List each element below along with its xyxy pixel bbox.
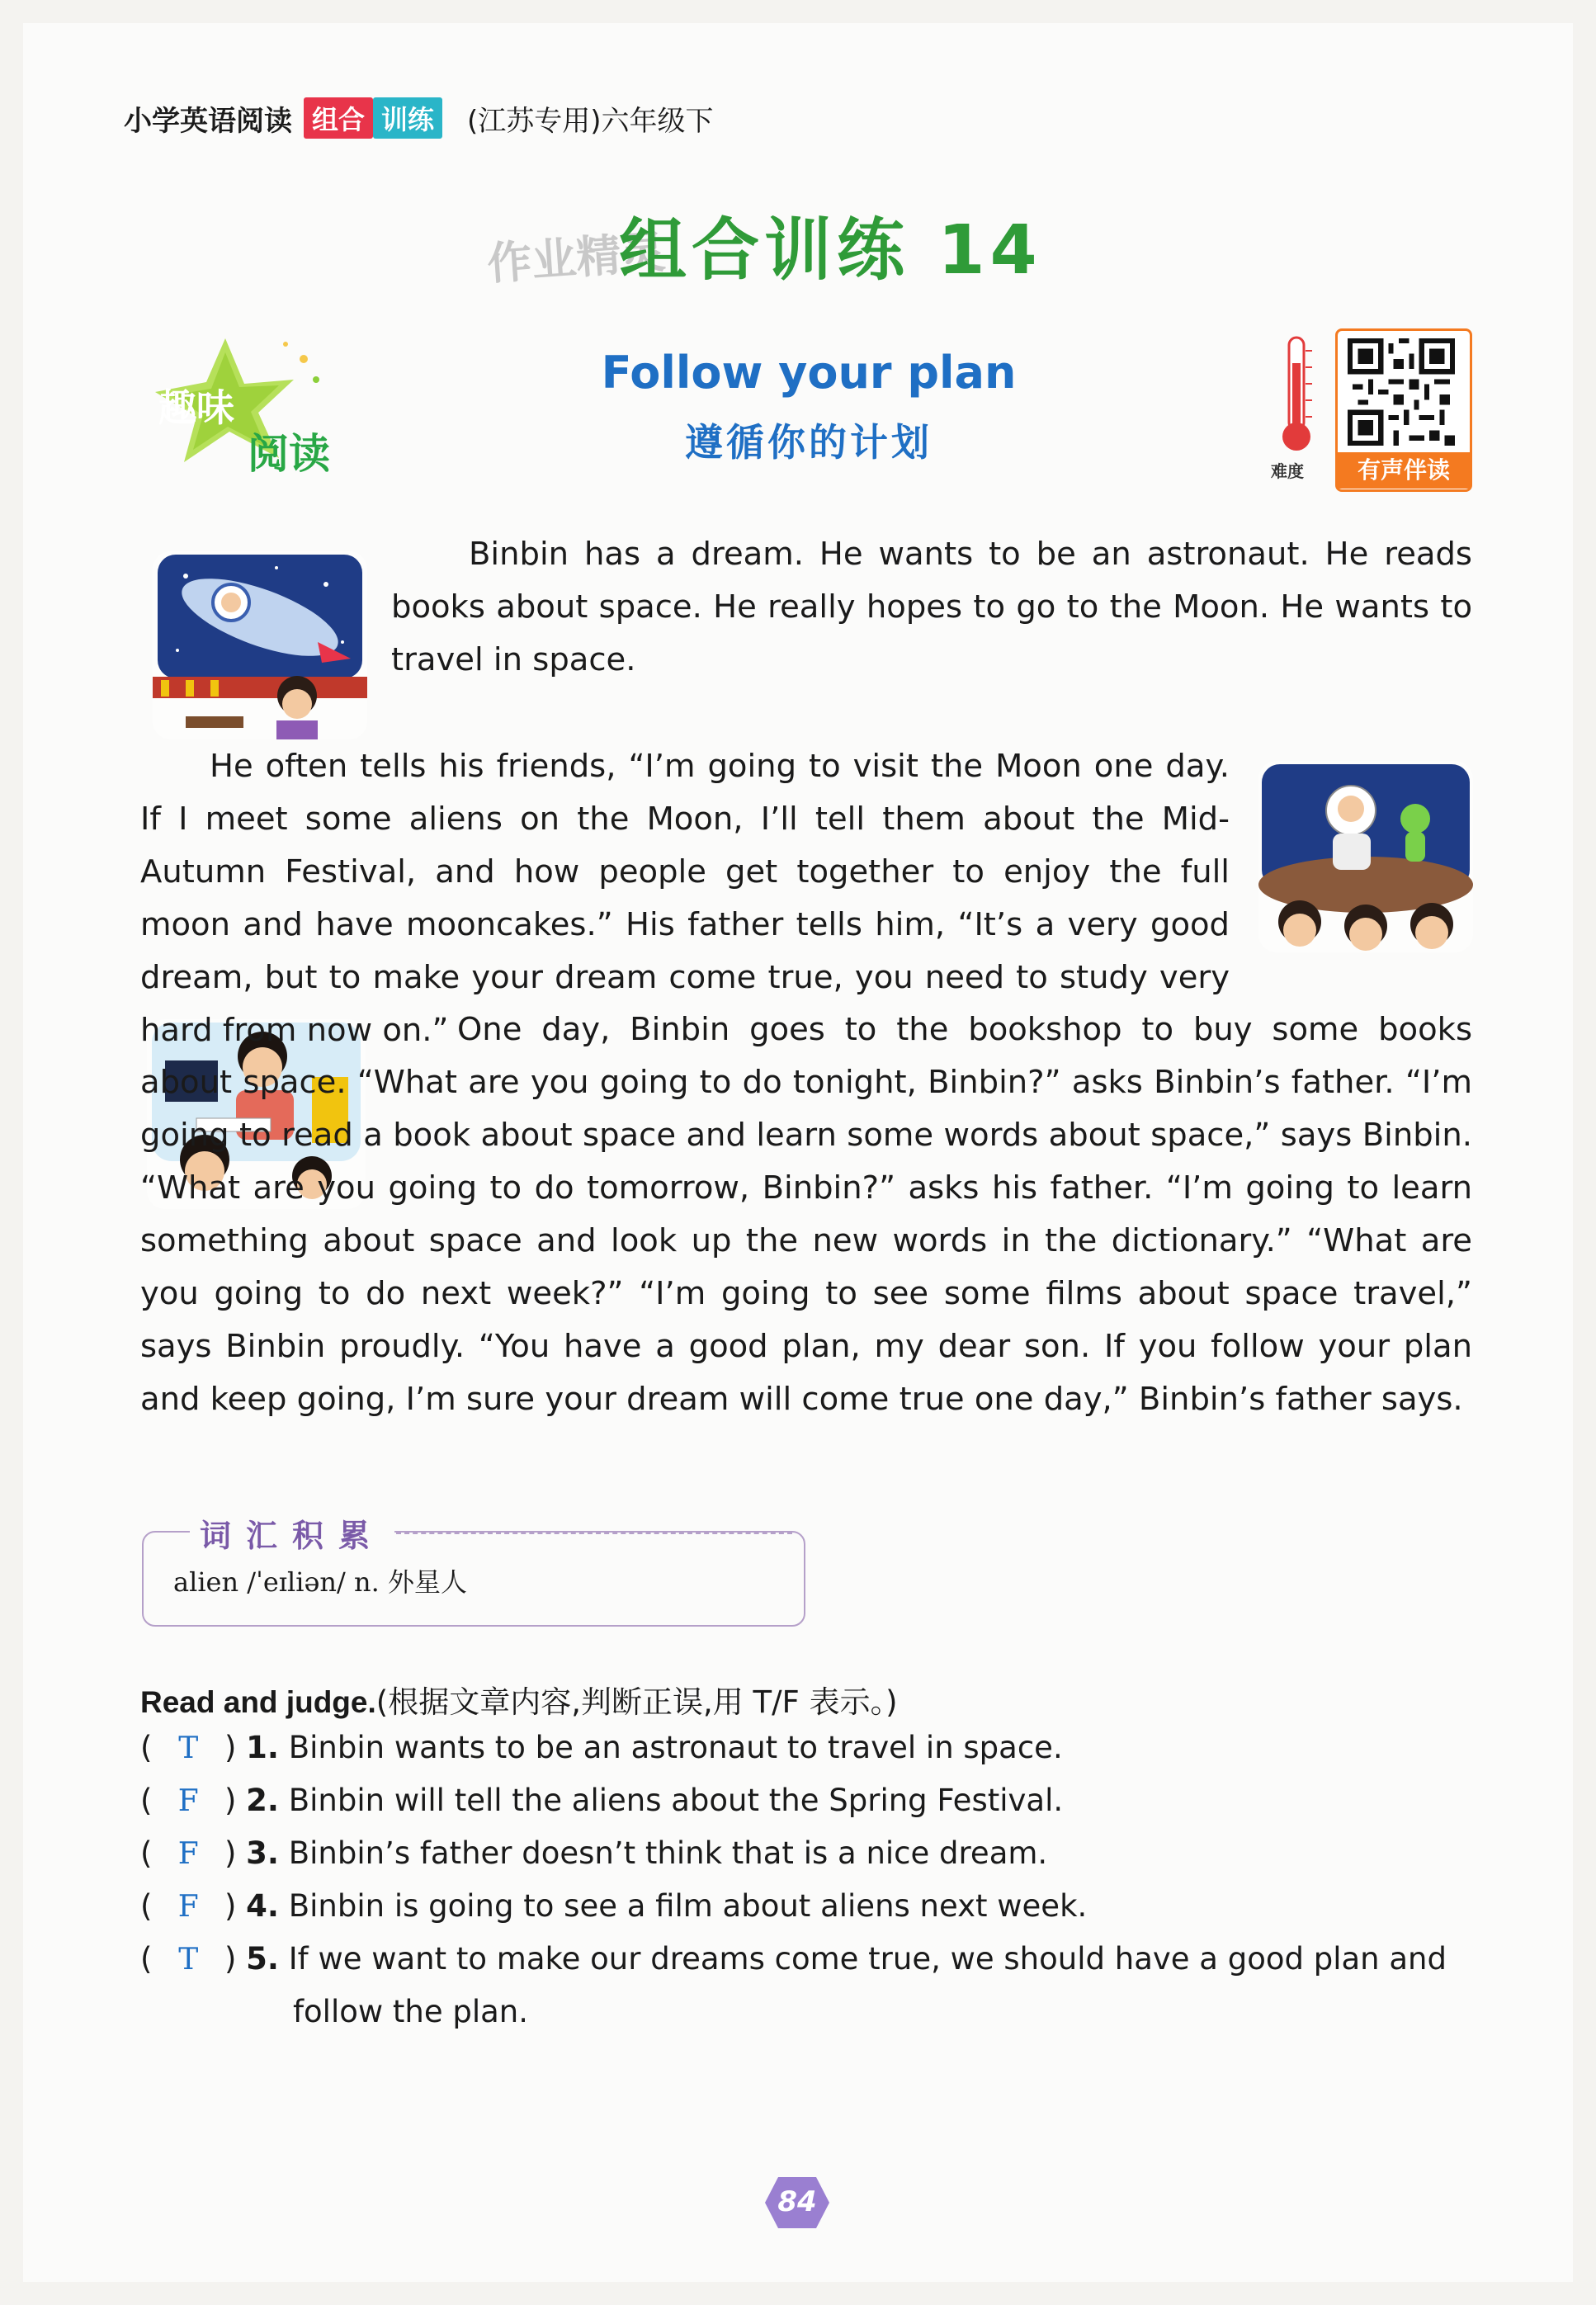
answer-blank-3[interactable]: F [177, 1837, 199, 1871]
passage-title-cn: 遵循你的计划 [685, 420, 933, 465]
vocabulary-divider [396, 1533, 792, 1534]
audio-reading-label[interactable]: 有声伴读 [1335, 452, 1472, 489]
astronaut-kids-illustration [1258, 761, 1473, 952]
answer-blank-4[interactable]: F [177, 1890, 199, 1924]
question-number: 5. [246, 1941, 279, 1977]
question-text: Binbin wants to be an astronaut to travel in space. [288, 1730, 1063, 1765]
passage-paragraph-2: He often tells his friends, “I’m going to visit the Moon one day. If I meet some aliens on the Moon, I’ll tell them about the Mid-Autumn Festival, and how people get together to enjoy the full moon and have mooncakes.” His father tells him, “It’s a very good dream, but to make your dream come true, you need to study very hard from now on.” [140, 748, 1230, 1049]
passage-title-en: Follow your plan [601, 347, 1017, 399]
unit-title: 组合训练 14 [619, 211, 1042, 290]
answer-blank-2[interactable]: F [177, 1784, 199, 1818]
question-item-2: ( F ) 2. Binbin will tell the aliens about the Spring Festival. [140, 1783, 1064, 1818]
exercise-instructions [140, 1677, 898, 1722]
question-item-4: ( F ) 4. Binbin is going to see a film about aliens next week. [140, 1888, 1088, 1924]
question-number: 1. [246, 1730, 279, 1765]
vocabulary-entry: alien /ˈeɪliən/ n. 外星人 [173, 1566, 467, 1598]
page-number: 84 [777, 2185, 817, 2218]
question-text: Binbin’s father doesn’t think that is a nice dream. [288, 1835, 1048, 1871]
watermark: 作业精灵 [485, 225, 668, 290]
passage-paragraph-1: Binbin has a dream. He wants to be an astronaut. He reads books about space. He really hopes to go to the Moon. He wants to travel in space. [391, 536, 1472, 678]
question-text: Binbin will tell the aliens about the Spring Festival. [288, 1783, 1064, 1818]
edition-label: (江苏专用)六年级下 [467, 104, 714, 138]
rocket-reading-illustration [153, 551, 367, 739]
answer-blank-1[interactable]: T [178, 1731, 199, 1765]
badge-text-fun: 趣味 [158, 385, 234, 430]
exercise-title-en: Read and judge. [140, 1685, 376, 1719]
question-item-5-continued: follow the plan. [293, 1994, 529, 2029]
passage-paragraph-3 [140, 1004, 1472, 1426]
badge-text-reading: 阅读 [248, 430, 330, 478]
question-number: 2. [246, 1783, 279, 1818]
exercise-title-cn: (根据文章内容,判断正误,用 T/F 表示。) [375, 1684, 898, 1720]
book-header [124, 97, 714, 139]
question-text: If we want to make our dreams come true, we should have a good plan and [288, 1941, 1447, 1977]
passage-paragraph-3-text: One day, Binbin goes to the bookshop to buy some books about space. “What are you going to do tonight, Binbin?” asks Binbin’s father. “I’m going to read a book about space and learn some words about space,” says Binbin. “What are you going to do tomorrow, Binbin?” asks his father. “I’m going to learn something about space and look up the new words in the dictionary.” “What are you going to do next week?” “I’m going to see some films about space travel,” says Binbin proudly. “You have a good plan, my dear son. If you follow your plan and keep going, I’m sure your dream will come true one day,” Binbin’s father says. [140, 1011, 1472, 1418]
tag-training: 训练 [373, 97, 442, 139]
question-number: 4. [246, 1888, 279, 1924]
question-number: 3. [246, 1835, 279, 1871]
tag-combo: 组合 [304, 97, 373, 139]
question-item-5: ( T ) 5. If we want to make our dreams come true, we should have a good plan and [140, 1941, 1447, 1977]
question-item-1: ( T ) 1. Binbin wants to be an astronaut to travel in space. [140, 1730, 1063, 1765]
difficulty-label: 难度 [1271, 461, 1304, 481]
question-text: Binbin is going to see a film about aliens next week. [288, 1888, 1088, 1924]
question-item-3: ( F ) 3. Binbin’s father doesn’t think that is a nice dream. [140, 1835, 1048, 1871]
series-title: 小学英语阅读 [124, 104, 292, 138]
answer-blank-5[interactable]: T [178, 1943, 199, 1977]
qr-code-icon[interactable] [1345, 338, 1457, 446]
vocabulary-heading: 词汇积累 [190, 1510, 394, 1556]
thermometer-icon [1277, 334, 1315, 454]
